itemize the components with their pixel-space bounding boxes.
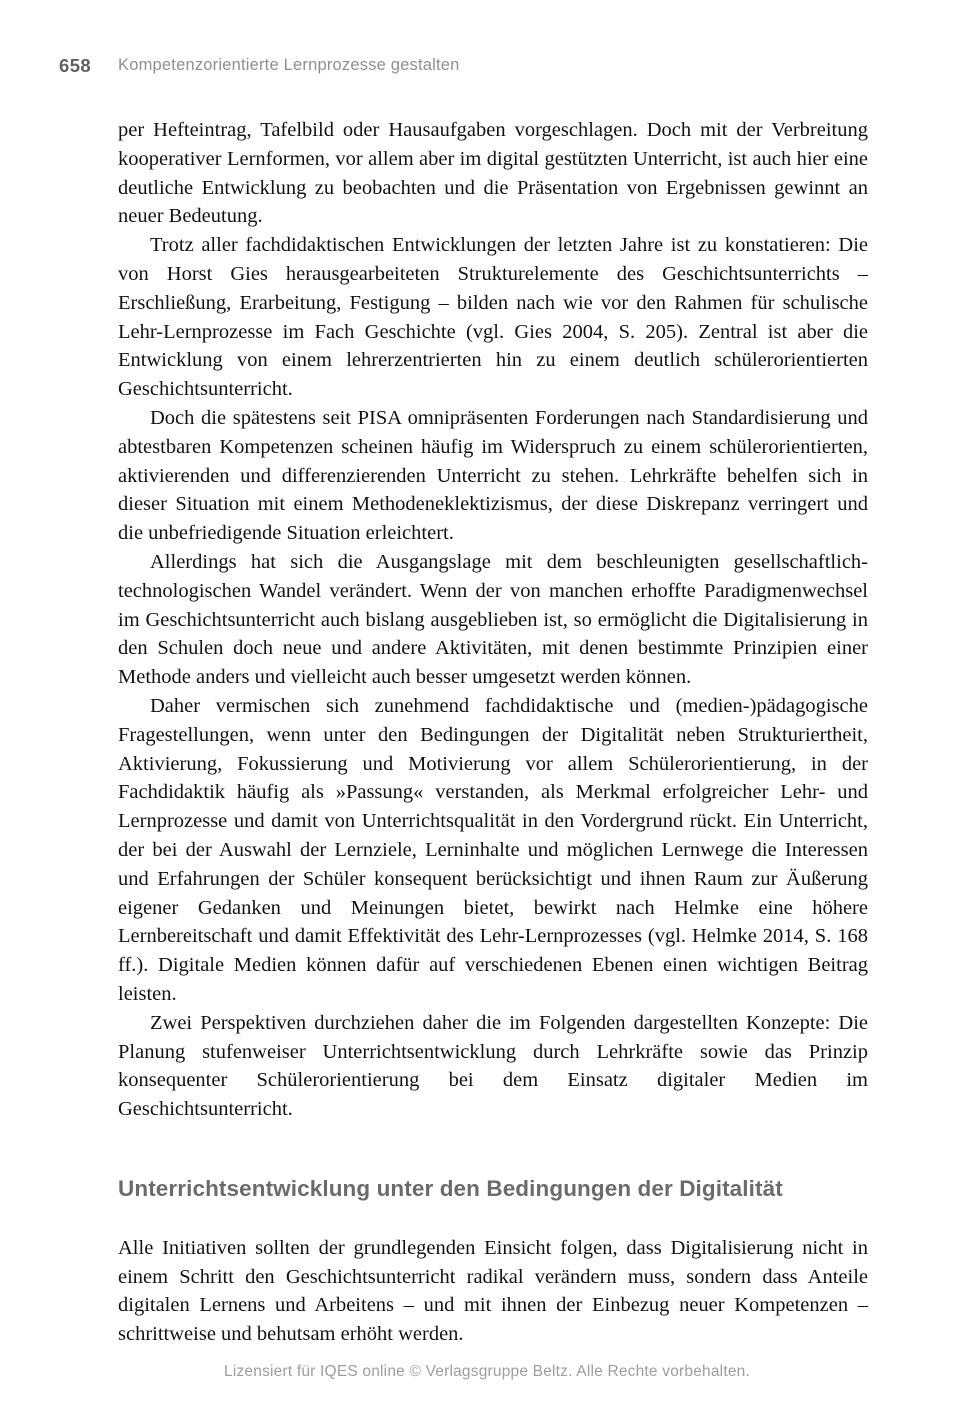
running-head-title: Kompetenzorientierte Lernprozesse gestalten <box>118 56 460 74</box>
section-heading: Unterrichtsentwicklung unter den Bedingungen der Digitalität <box>118 1175 783 1201</box>
body-paragraph: Zwei Perspektiven durchziehen daher die im Folgenden dargestellten Konzepte: Die Planung stufenweiser Unterrichtsentwicklung durch Lehrkräfte sowie das Prinzip konsequenter Schülerorientierung bei dem Einsatz digitaler Medien im Geschichtsunterricht. <box>118 1011 868 1121</box>
page-content <box>118 116 868 1349</box>
body-paragraph: Daher vermischen sich zunehmend fachdidaktische und (medien-)pädagogische Fragestellungen, wenn unter den Bedingungen der Digitalität neben Strukturiertheit, Aktivierung, Fokussierung und Motivierung vor allem Schülerorientierung, in der Fachdidaktik häufig als »Passung« verstanden, als Merkmal erfolgreicher Lehr- und Lernprozesse und damit von Unterrichtsqualität in den Vordergrund rückt. Ein Unterricht, der bei der Auswahl der Lernziele, Lerninhalte und möglichen Lernwege die Interessen und Erfahrungen der Schüler konsequent berücksichtigt und ihnen Raum zur Äußerung eigener Gedanken und Meinungen bietet, bewirkt nach Helmke eine höhere Lernbereitschaft und damit Effektivität des Lehr-Lernprozesses (vgl. Helmke 2014, S. 168 ff.). Digitale Medien können dafür auf verschiedenen Ebenen einen wichtigen Beitrag leisten. <box>118 694 868 1005</box>
body-paragraph: Allerdings hat sich die Ausgangslage mit dem beschleunigten gesellschaftlich-technologischen Wandel verändert. Wenn der von manchen erhoffte Paradigmenwechsel im Geschichtsunterricht auch bislang ausgeblieben ist, so ermöglicht die Digitalisierung in den Schulen doch neue und andere Aktivitäten, mit denen bestimmte Prinzipien einer Methode anders und vielleicht auch besser umgesetzt werden können. <box>118 550 868 689</box>
running-head <box>0 55 974 81</box>
body-paragraph: Alle Initiativen sollten der grundlegenden Einsicht folgen, dass Digitalisierung nicht in einem Schritt den Geschichtsunterricht radikal verändern muss, sondern dass Anteile digitalen Lernens und Arbeitens – und mit ihnen der Einbezug neuer Kompetenzen – schrittweise und behutsam erhöht werden. <box>118 1236 868 1346</box>
license-text: Lizensiert für IQES online © Verlagsgruppe Beltz. Alle Rechte vorbehalten. <box>224 1363 750 1380</box>
license-footer <box>0 1363 974 1381</box>
body-paragraph: Doch die spätestens seit PISA omnipräsenten Forderungen nach Standardisierung und abtestbaren Kompetenzen scheinen häufig im Widerspruch zu einem schülerorientierten, aktivierenden und differenzierenden Unterricht zu stehen. Lehrkräfte behelfen sich in dieser Situation mit einem Methodeneklektizismus, der diese Diskrepanz verringert und die unbefriedigende Situation erleichtert. <box>118 406 868 545</box>
body-paragraph: per Hefteintrag, Tafelbild oder Hausaufgaben vorgeschlagen. Doch mit der Verbreitung kooperativer Lernformen, vor allem aber im digital gestützten Unterricht, ist auch hier eine deutliche Entwicklung zu beobachten und die Präsentation von Ergebnissen gewinnt an neuer Bedeutung. <box>118 119 868 228</box>
body-paragraph: Trotz aller fachdidaktischen Entwicklungen der letzten Jahre ist zu konstatieren: Die von Horst Gies herausgearbeiteten Strukturelemente des Geschichtsunterrichts – Erschließung, Erarbeitung, Festigung – bilden nach wie vor den Rahmen für schulische Lehr-Lernprozesse im Fach Geschichte (vgl. Gies 2004, S. 205). Zentral ist aber die Entwicklung von einem lehrerzentrierten hin zu einem deutlich schülerorientierten Geschichtsunterricht. <box>118 234 868 401</box>
page-number: 658 <box>59 55 92 76</box>
